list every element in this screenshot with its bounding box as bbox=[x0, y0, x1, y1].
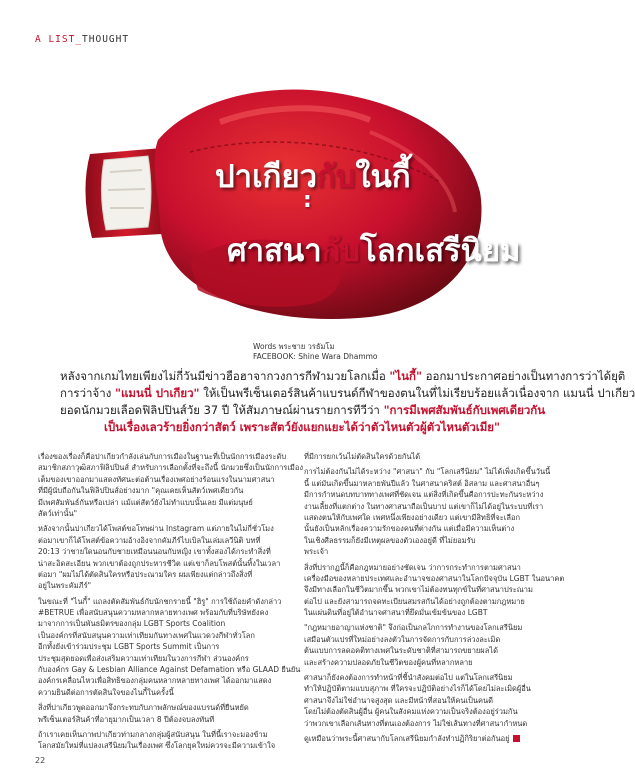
body-line: มีเพศสัมพันธ์กันหรือเปล่า แม้แต่สัตว์ยังไม่ทำแบบนั้นเลย มีแต่มนุษย์ bbox=[38, 497, 253, 507]
body-line: นั้นยังเป็นหลักเรื่องความรักของคนที่ต่างกัน แต่เมื่อมีความเห็นต่าง bbox=[304, 524, 515, 534]
author-words: Words พระชาย วรธัมโม bbox=[253, 342, 335, 351]
body-line: องค์กรเคลื่อนไหวเพื่อสิทธิของกลุ่มคนหลากหลายทางเพศ ได้ออกมาแสดง bbox=[38, 676, 272, 686]
lead-text: ออกมาประกาศอย่างเป็นทางการว่าได้ยุติ bbox=[422, 369, 626, 383]
body-line: ในแผ่นดินที่อยู่ใต้อำนาจศาสนาที่ยึดมั่นเข้มข้นของ LGBT bbox=[304, 608, 488, 618]
headline-line-1 bbox=[215, 151, 411, 201]
body-line: พระเจ้า bbox=[304, 547, 329, 557]
body-line: อีกทั้งยังเข้าร่วมประชุม LGBT Sports Summit เป็นการ bbox=[38, 642, 220, 652]
body-line: ต่อไป และยังสามารถจดทะเบียนสมรสกันได้อย่างถูกต้องตามกฎหมาย bbox=[304, 596, 525, 606]
body-line: ศาสนาก็ยังคงต้องการทำหน้าที่ชี้นำสังคมต่อไป แต่ในโลกเสรีนิยม bbox=[304, 673, 513, 683]
body-line: ประชุมสุดยอดเพื่อส่งเสริมความเท่าเทียมในวงการกีฬา ส่วนองค์กร bbox=[38, 653, 249, 663]
lead-text: ยอดนักมวยเลือดฟิลิปปินส์วัย 37 ปี ให้สัมภาษณ์ผ่านรายการทีวีว่า bbox=[60, 403, 384, 417]
headline-3a: ศาสนา bbox=[227, 233, 322, 269]
lead-line bbox=[60, 385, 635, 402]
body-line: เป็นองค์กรที่สนับสนุนความเท่าเทียมกันทางเพศในแวดวงกีฬาทั่วโลก bbox=[38, 630, 255, 640]
lead-paragraph bbox=[60, 368, 635, 436]
body-line: พรีเซ็นเตอร์สินค้าที่อายุมากเป็นเวลา 8 ปีต้องจบลงทันที bbox=[38, 714, 215, 724]
body-column-left bbox=[38, 451, 303, 752]
body-line: มีการกำหนดบทบาททางเพศที่ชัดเจน แต่สิ่งที่เกิดขึ้นคือการปะทะกันระหว่าง bbox=[304, 490, 544, 500]
body-line: โลกสมัยใหม่ที่แปลงเสรีนิยมในเรื่องเพศ ซึ่งโลกยุคใหม่ควรจะมีความเข้าใจ bbox=[38, 741, 276, 751]
lead-highlight: "แมนนี่ ปาเกียว" bbox=[114, 386, 200, 400]
section-name: THOUGHT bbox=[82, 34, 130, 45]
body-line: การไม่ต้องกันไม่ได้ระหว่าง "ศาสนา" กับ "โลกเสรีนิยม" ไม่ได้เพิ่งเกิดขึ้นวันนี้ bbox=[304, 467, 551, 477]
body-line: หลังจากนั้นปาเกียวได้โพสต์ขอโทษผ่าน Instagram แต่ภายในไม่กี่ชั่วโมง bbox=[38, 524, 274, 534]
body-line: ในขณะที่ "ไนกี้" แถลงตัดสัมพันธ์กับนักชกรายนี้ "ฮิรู" การใช้ถ้อยคำดังกล่าว bbox=[38, 596, 282, 606]
lead-text: ให้เป็นพรีเซ็นเตอร์สินค้าแบรนด์กีฬาของตนในที่ไม่เรียบร้อยแล้วเนื่องจาก แมนนี่ ปาเกียว bbox=[199, 386, 635, 400]
body-line: ต่อมาเขาก็ได้โพสต์ข้อความอ้างอิงจากคัมภีร์ไบเบิลในเล่มเลวีนิติ บทที่ bbox=[38, 535, 261, 545]
lead-highlight: "ไนกี้" bbox=[389, 369, 422, 383]
body-line: สมาชิกสภาวุฒิสภาฟิลิปปินส์ สำหรับการเลือกตั้งที่จะถึงนี้ นักมวยซึ่งเป็นนักการเมือง bbox=[38, 463, 303, 473]
body-line: โดยไม่ต้องตัดสินผู้อื่น ผู้คนในสังคมแห่งความเป็นจริงต้องอยู่ร่วมกัน bbox=[304, 707, 518, 717]
body-line: ต่อมา "ผมไม่ได้ตัดสินใครหรือประณามใคร ผมเพียงแต่กล่าวถึงสิ่งที่ bbox=[38, 569, 253, 579]
body-line: ดูเหมือนว่าพระนี้ศาสนากับโลกเสรีนิยมกำลังทำปฏิกิริยาต่อกันอยู่ bbox=[304, 733, 564, 744]
headline-1b: กับ bbox=[317, 159, 356, 195]
body-line: งานเลี้ยงที่แตกต่าง ในทางศาสนาถือเป็นบาป แต่เขาก็ไม่ได้อยู่ในระบบที่เรา bbox=[304, 501, 544, 511]
body-line: อยู่ในพระคัมภีร์" bbox=[38, 581, 92, 591]
section-tag bbox=[35, 34, 129, 45]
lead-highlight: "การมีเพศสัมพันธ์กับเพศเดียวกัน bbox=[383, 403, 546, 417]
body-column-right bbox=[304, 451, 564, 744]
body-line: กับองค์กร Gay & Lesbian Alliance Against Defamation หรือ GLAAD ยืนยัน bbox=[38, 665, 301, 675]
body-line: ที่มีการยกเว้นไม่ตัดสินใครด้วยกันได้ bbox=[304, 452, 421, 461]
body-line: 20:13 ว่าชายใดนอนกับชายเหมือนนอนกับหญิง เขาทั้งสองได้กระทำสิ่งที่ bbox=[38, 547, 271, 557]
lead-line bbox=[60, 419, 544, 436]
body-line: #BETRUE เพื่อสนับสนุนความหลากหลายทางเพศ พร้อมกับที่บริษัทยังคง bbox=[38, 608, 269, 618]
body-line: ว่าพวกเขาเลือกเส้นทางที่ตนเองต้องการ ไม่ใช่เส้นทางที่ศาสนากำหนด bbox=[304, 718, 528, 728]
headline-1a: ปาเกียว bbox=[215, 159, 318, 195]
body-line: มาจากการเป็นพันธมิตรของกลุ่ม LGBT Sports Coalition bbox=[38, 619, 226, 629]
body-line: จึงมีทางเลือกในชีวิตมากขึ้น พวกเขาไม่ต้องทนทุกข์ในที่ศาสนาประณาม bbox=[304, 585, 533, 595]
headline-dot: : bbox=[303, 188, 312, 213]
body-line: "กฎหมายอาญาแห่งชาติ" จึงก่อเป็นกลไกการทำงานของโลกเสรีนิยม bbox=[304, 623, 523, 633]
body-line: เรื่องของเรื่องก็คือปาเกียวกำลังเล่นกับการเมืองในฐานะที่เป็นนักการเมืองระดับ bbox=[38, 452, 287, 461]
author-facebook: FACEBOOK: Shine Wara Dhammo bbox=[253, 352, 378, 361]
body-line: ความยินดีต่อการตัดสินใจของไนกี้ในครั้งนี้ bbox=[38, 687, 174, 697]
body-line: นี้ แต่มันเกิดขึ้นมาหลายพันปีแล้ว ในศาสนาคริสต์ อิสลาม และศาสนาอื่นๆ bbox=[304, 478, 540, 488]
author-credit bbox=[253, 342, 378, 362]
body-line: ถ้าเราเคยเห็นภาพปาเกียวท่ามกลางกลุ่มผู้สนับสนุน ในที่นี้เราจะมองข้าม bbox=[38, 729, 268, 739]
lead-highlight: เป็นเรื่องเลวร้ายยิ่งกว่าสัตว์ เพราะสัตว์ยังแยกแยะได้ว่าตัวไหนตัวผู้ตัวไหนตัวเมีย" bbox=[103, 420, 501, 434]
end-mark-icon bbox=[513, 735, 520, 742]
lead-line bbox=[60, 368, 626, 385]
body-line: สิ่งที่ปาเกียวพูดออกมาจึงกระทบกับภาพลักษณ์ของแบรนด์ที่ยืนหยัด bbox=[38, 703, 249, 713]
body-line: ที่มีผู้นับถือกันในฟิลิปปินส์อย่างมาก "คุณเคยเห็นสัตว์เพศเดียวกัน bbox=[38, 486, 244, 496]
body-line: สิ่งที่ปรากฏนี้ก็คือกฎหมายอย่างชัดเจน ว่าการกระทำการตามศาสนา bbox=[304, 562, 521, 572]
body-line: ในเชิงศีลธรรมก็ยังมีเหตุผลของตัวเองอยู่ดี ที่ไม่ยอมรับ bbox=[304, 535, 476, 545]
page-number: 22 bbox=[35, 756, 46, 765]
glove-tape bbox=[101, 156, 151, 230]
body-line: แสดงตนให้กับเพศใด เพศหนึ่งเพียงอย่างเดียว แต่เขามีสิทธิที่จะเลือก bbox=[304, 512, 521, 522]
body-line: ทำให้ปฏิบัติตามแบบสุภาพ ที่ใครจะปฏิบัติอย่างไรก็ได้โดยไม่ละเมิดผู้อื่น bbox=[304, 684, 531, 694]
body-line: ศาสนาจึงไม่ใช่อำนาจสูงสุด และมีหน้าที่สอนให้คนเป็นคนดี bbox=[304, 695, 493, 705]
headline-line-3 bbox=[227, 225, 520, 275]
headline-3b: กับ bbox=[321, 233, 361, 269]
body-line: สัตว์เท่านั้น" bbox=[38, 508, 78, 518]
body-line: น่าสะอิดสะเอียน พวกเขาต้องถูกประหารชีวิต แต่เขาก็ลบโพสต์นั้นทิ้งในเวลา bbox=[38, 558, 281, 568]
body-line: และสร้างความปลอดภัยในชีวิตของผู้คนที่หลากหลาย bbox=[304, 657, 473, 667]
lead-text: การว่าจ้าง bbox=[60, 386, 115, 400]
headline-1c: ในกี้ bbox=[355, 159, 411, 195]
body-line: เสมือนตัวแปรที่ใหม่อย่างลงตัวในการจัดการกับการล่วงละเมิด bbox=[304, 634, 501, 644]
body-line: ต้นแบบการลดอคติทางเพศในระดับชาติที่สามารถขยายผลได้ bbox=[304, 646, 498, 656]
section-prefix: A LIST_ bbox=[35, 34, 83, 45]
body-line: เต็มของเขาออกมาแสดงทัศนะต่อต้านเรื่องเพศอย่างร้อนแรงในนามศาสนา bbox=[38, 474, 275, 484]
body-line: เครื่องมือของหลายประเทศและอำนาจของศาสนาในโลกปัจจุบัน LGBT ในอนาคต bbox=[304, 573, 565, 583]
lead-line bbox=[60, 402, 544, 419]
lead-text: หลังจากเกมไทยเพียงไม่กี่วันมีข่าวฮือฮาจากวงการกีฬามวยโลกเมื่อ bbox=[60, 369, 390, 383]
headline-3c: โลกเสรีนิยม bbox=[360, 233, 521, 269]
